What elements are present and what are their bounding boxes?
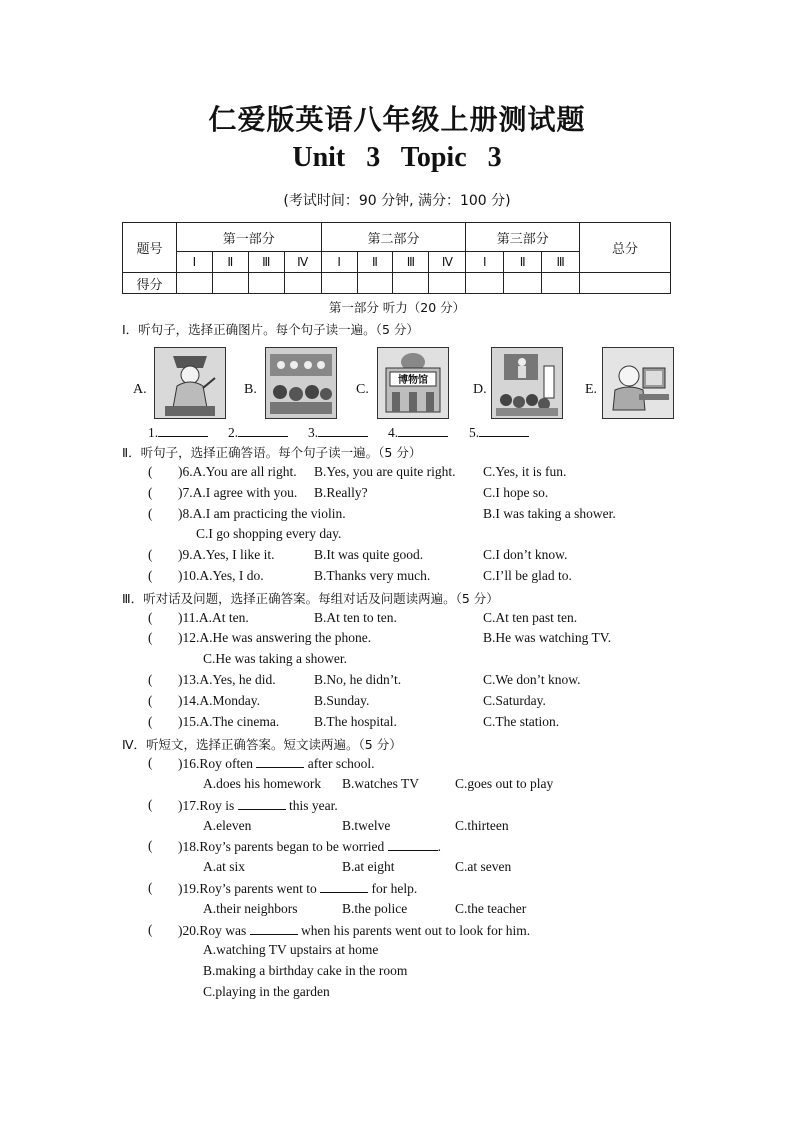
score-cell[interactable] [321, 273, 357, 294]
option-b: B.twelve [342, 818, 391, 833]
answer-paren[interactable]: ( [148, 880, 153, 895]
option-c: C.We don’t know. [483, 672, 581, 687]
part1-header: 第一部分 [176, 223, 321, 252]
question-9: )9.A.Yes, I like it. [178, 547, 275, 562]
question-16: )16.Roy often after school. [178, 756, 375, 771]
answer-paren[interactable]: ( [148, 672, 153, 687]
score-cell[interactable] [466, 273, 504, 294]
museum-sign: 博物馆 [398, 375, 428, 386]
option-c: C.Yes, it is fun. [483, 464, 567, 479]
score-cell[interactable] [504, 273, 542, 294]
picture-label: B. [244, 382, 257, 397]
option-b: B.Sunday. [314, 693, 370, 708]
score-table [122, 222, 671, 294]
unit-topic-title: Unit 3 Topic 3 [292, 142, 502, 173]
question-10: )10.A.Yes, I do. [178, 568, 264, 583]
fill-blank[interactable] [250, 922, 298, 935]
option-c: C.the teacher [455, 901, 527, 916]
score-cell[interactable] [429, 273, 466, 294]
option-c: C.goes out to play [455, 776, 554, 791]
option-b: B.at eight [342, 859, 395, 874]
answer-paren[interactable]: ( [148, 797, 153, 812]
question-14: )14.A.Monday. [178, 693, 260, 708]
question-15: )15.A.The cinema. [178, 714, 280, 729]
part2-header: 第二部分 [321, 223, 466, 252]
question-18: )18.Roy’s parents began to be worried . [178, 839, 441, 854]
fill-blank[interactable] [320, 880, 368, 893]
fill-blank[interactable] [238, 797, 286, 810]
answer-paren[interactable]: ( [148, 610, 153, 625]
numeral-cell: Ⅳ [429, 252, 466, 273]
total-score-cell[interactable] [580, 273, 671, 294]
picture-label: E. [585, 382, 598, 397]
question-11: )11.A.At ten. [178, 610, 249, 625]
picture-label: A. [133, 382, 147, 397]
answer-paren[interactable]: ( [148, 714, 153, 729]
option-c: C.I go shopping every day. [196, 526, 342, 541]
numeral-cell: Ⅰ [176, 252, 212, 273]
option-b: B.watches TV [342, 776, 419, 791]
numeral-cell: Ⅱ [212, 252, 248, 273]
question-12: )12.A.He was answering the phone. [178, 630, 372, 645]
numeral-cell: Ⅰ [321, 252, 357, 273]
question-19: )19.Roy’s parents went to for help. [178, 881, 418, 896]
question-20: )20.Roy was when his parents went out to look for him. [178, 923, 531, 938]
option-b: B.At ten to ten. [314, 610, 397, 625]
page-title: 仁爱版英语八年级上册测试题 [208, 103, 586, 136]
picture-answer-4[interactable]: 4. [388, 424, 448, 441]
score-cell[interactable] [176, 273, 212, 294]
option-a: A.watching TV upstairs at home [203, 942, 379, 957]
answer-paren[interactable]: ( [148, 547, 153, 562]
answer-paren[interactable]: ( [148, 838, 153, 853]
fill-blank[interactable] [256, 755, 304, 768]
answer-paren[interactable]: ( [148, 568, 153, 583]
answer-paren[interactable]: ( [148, 506, 153, 521]
question-6: )6.A.You are all right. [178, 464, 297, 479]
score-cell[interactable] [393, 273, 429, 294]
numeral-cell: Ⅰ [466, 252, 504, 273]
option-a: A.their neighbors [203, 901, 298, 916]
picture-answer-1[interactable]: 1. [148, 424, 208, 441]
picture-answer-3[interactable]: 3. [308, 424, 368, 441]
option-b: B.Yes, you are quite right. [314, 464, 456, 479]
option-c: C.playing in the garden [203, 984, 330, 999]
row-label-score: 得分 [123, 273, 177, 294]
option-c: C.at seven [455, 859, 512, 874]
option-c: C.I don’t know. [483, 547, 568, 562]
score-cell[interactable] [212, 273, 248, 294]
answer-paren[interactable]: ( [148, 693, 153, 708]
computer-user-icon [602, 347, 674, 419]
numeral-cell: Ⅲ [248, 252, 284, 273]
speaker-audience-icon [491, 347, 563, 419]
answer-paren[interactable]: ( [148, 464, 153, 479]
fill-blank[interactable] [388, 838, 438, 851]
option-c: C.He was taking a shower. [203, 651, 347, 666]
score-cell[interactable] [542, 273, 580, 294]
section-2-heading: Ⅱ．听句子，选择正确答语。每个句子读一遍。（5 分） [122, 445, 422, 460]
picture-label: C. [356, 382, 369, 397]
picture-label: D. [473, 382, 487, 397]
option-a: A.does his homework [203, 776, 322, 791]
option-b: B.The hospital. [314, 714, 397, 729]
option-c: C.Saturday. [483, 693, 546, 708]
option-c: C.thirteen [455, 818, 509, 833]
option-c: C.I hope so. [483, 485, 549, 500]
numeral-cell: Ⅳ [284, 252, 321, 273]
option-c: C.The station. [483, 714, 560, 729]
picture-answer-5[interactable]: 5. [469, 424, 529, 441]
option-a: A.at six [203, 859, 245, 874]
audience-stage-icon [265, 347, 337, 419]
option-b: B.No, he didn’t. [314, 672, 402, 687]
question-17: )17.Roy is this year. [178, 798, 338, 813]
numeral-cell: Ⅱ [504, 252, 542, 273]
section-3-heading: Ⅲ．听对话及问题，选择正确答案。每组对话及问题读两遍。（5 分） [122, 591, 499, 606]
row-label-number: 题号 [123, 223, 177, 273]
option-b: B.making a birthday cake in the room [203, 963, 408, 978]
picture-answer-2[interactable]: 2. [228, 424, 288, 441]
option-b: B.the police [342, 901, 408, 916]
option-b: B.Thanks very much. [314, 568, 431, 583]
answer-paren[interactable]: ( [148, 922, 153, 937]
option-c: C.I’ll be glad to. [483, 568, 572, 583]
option-b: B.It was quite good. [314, 547, 424, 562]
section-1-heading: Ⅰ．听句子，选择正确图片。每个句子读一遍。（5 分） [122, 322, 419, 337]
question-8: )8.A.I am practicing the violin. [178, 506, 346, 521]
score-cell[interactable] [284, 273, 321, 294]
option-b: B.He was watching TV. [483, 630, 612, 645]
option-c: C.At ten past ten. [483, 610, 578, 625]
question-13: )13.A.Yes, he did. [178, 672, 276, 687]
score-cell[interactable] [357, 273, 393, 294]
score-cell[interactable] [248, 273, 284, 294]
section-4-heading: Ⅳ．听短文，选择正确答案。短文读两遍。（5 分） [122, 737, 402, 752]
part3-header: 第三部分 [466, 223, 580, 252]
museum-building-icon [377, 347, 449, 419]
option-b: B.Really? [314, 485, 368, 500]
option-b: B.I was taking a shower. [483, 506, 616, 521]
numeral-cell: Ⅱ [357, 252, 393, 273]
part-heading: 第一部分 听力（20 分） [328, 300, 466, 315]
option-a: A.eleven [203, 818, 252, 833]
question-7: )7.A.I agree with you. [178, 485, 298, 500]
answer-paren[interactable]: ( [148, 755, 153, 770]
singer-girl-icon [154, 347, 226, 419]
total-header: 总分 [580, 223, 671, 273]
numeral-cell: Ⅲ [393, 252, 429, 273]
answer-paren[interactable]: ( [148, 485, 153, 500]
numeral-cell: Ⅲ [542, 252, 580, 273]
exam-info: (考试时间：90 分钟, 满分：100 分) [283, 193, 511, 209]
answer-paren[interactable]: ( [148, 630, 153, 645]
